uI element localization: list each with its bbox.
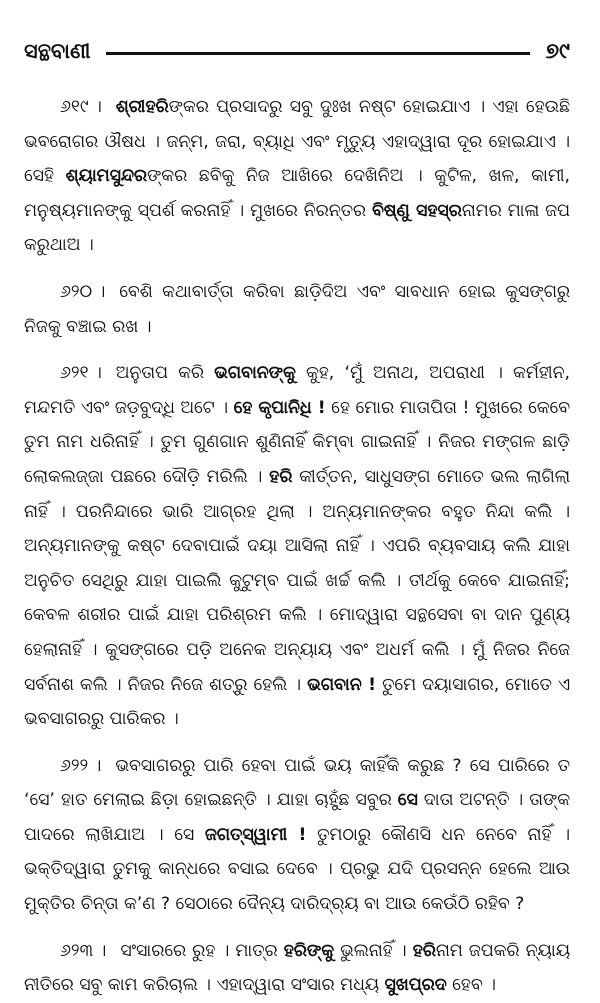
emphasized-text: ଶ୍ରୀହରି — [115, 97, 169, 117]
emphasized-text: ଶ୍ୟାମସୁନ୍ଦର — [65, 166, 147, 187]
verse-text: ନାମର ମାଳା ଜପ କରୁଥାଅ । — [24, 200, 570, 256]
verse-text: ଙ୍କର ପ୍ରସାଦରୁ ସବୁ ଦୁଃଖ ନଷ୍ଟ ହୋଇଯାଏ । ଏହା ହେଉଛି ଭବରୋଗର ଔଷଧ । ଜନ୍ମ, ଜରା, ବ୍ୟାଧି ଏବଂ ମୃତ୍ୟୁ ଏହାଦ୍ୱାରା ଦୂର ହୋଇଯାଏ । ସେହି — [24, 97, 570, 187]
verse-text: ତୁମଠାରୁ କୌଣସି ଧନ ନେବେ ନାହିଁ । ଭକ୍ତିଦ୍ୱାରା ତୁମକୁ କାନ୍ଧରେ ବସାଇ ଦେବେ । ପ୍ରଭୁ ଯଦି ପ୍ରସନ୍ନ ହେଲେ ଆଉ ମୁକ୍ତିର ଚିନ୍ତା କ’ଣ ? ସେଠାରେ ଦୈନ୍ୟ ଦାରିଦ୍ର୍ୟ ବା ଆଉ କେଉଁଠି ରହିବ ? — [24, 824, 570, 915]
verse-paragraph — [24, 275, 570, 344]
verse-paragraph — [24, 356, 570, 737]
verse-number: ୬୨୩ । — [60, 940, 107, 961]
running-header — [24, 30, 570, 64]
verse-text: ସଂସାରରେ ରୁହ । ମାତ୍ର — [120, 940, 284, 961]
verse-text: ହେବ । — [446, 975, 496, 996]
page-body — [24, 90, 570, 1003]
verse-paragraph — [24, 934, 570, 1003]
verse-number: ୬୨୨ । — [60, 755, 102, 776]
verse-paragraph — [24, 749, 570, 922]
emphasized-text: ଭଗବାନ ! — [307, 674, 377, 695]
verse-number: ୬୨୧ । — [60, 363, 102, 384]
verse-text: ନାମ ଜପକରି ନ୍ୟାୟ ନୀତିରେ ସବୁ କାମ କରିଚାଲ । ଏହାଦ୍ୱାରା ସଂସାର ମଧ୍ୟ — [24, 940, 570, 996]
verse-text: ହେ ମୋର ମାତାପିତା ! ମୁଖରେ କେବେ ତୁମ ନାମ ଧରିନାହିଁ । ତୁମ ଗୁଣଗାନ ଶୁଣିନାହିଁ କିମ୍ବା ଗାଇନାହିଁ । ନିଜର ମଙ୍ଗଳ ଛାଡ଼ି ଲୋକଲଜ୍ଜା ପଛରେ ଦୌଡ଼ି ମରିଲି । — [24, 397, 571, 487]
verse-text: ଙ୍କର ଛବିକୁ ନିଜ ଆଖିରେ ଦେଖିନିଅ । କୁଟିଳ, ଖଳ, କାମୀ, ମନୁଷ୍ୟମାନଙ୍କୁ ସ୍ପର୍ଶ କରନାହିଁ । ମୁଖରେ ନିରନ୍ତର — [24, 166, 571, 221]
emphasized-text: ହରି — [269, 466, 293, 487]
emphasized-text: ଜଗତ୍‌ସ୍ୱାମୀ ! — [204, 824, 307, 845]
verse-text: କୀର୍ତ୍ତନ, ସାଧୁସଙ୍ଗ ମୋତେ ଭଲ ଲାଗିଲା ନାହିଁ । ପରନିନ୍ଦାରେ ଭାରି ଆଗ୍ରହ ଥିଲା । ଅନ୍ୟମାନଙ୍କର ବହୁତ ନିନ୍ଦା କଲି । ଅନ୍ୟମାନଙ୍କୁ କଷ୍ଟ ଦେବାପାଇଁ ଦୟା ଆସିଲା ନାହିଁ । ଏପରି ବ୍ୟବସାୟ କଲି ଯାହା ଅନୁଚିତ ସେଥିରୁ ଯାହା ପାଇଲି କୁଟୁମ୍ବ ପାଇଁ ଖର୍ଚ୍ଚ କଲି । ତୀର୍ଥକୁ କେବେ ଯାଇନାହିଁ; କେବଳ ଶରୀର ପାଇଁ ଯାହା ପରିଶ୍ରମ କଲି । ମୋଦ୍ୱାରା ସନ୍ଥସେବା ବା ଦାନ ପୁଣ୍ୟ ହେଲାନାହିଁ । କୁସଙ୍ଗରେ ପଡ଼ି ଅନେକ ଅନ୍ୟାୟ ଏବଂ ଅଧର୍ମ କଲି । ମୁଁ ନିଜର ନିଜେ ସର୍ବନାଶ କଲି । ନିଜର ନିଜେ ଶତ୍ରୁ ହେଲି । — [24, 466, 570, 695]
verse-paragraph — [24, 90, 570, 263]
verse-text: ଭବସାଗରରୁ ପାରି ହେବା ପାଇଁ ଭୟ କାହିଁକି କରୁଛ ? ସେ ପାରିରେ ତ ‘ସେ’ ହାତ ମେଲାଇ ଛିଡ଼ା ହୋଇଛନ୍ତି । ଯାହା ଚାହୁଁଛ ସବୁର — [24, 755, 570, 811]
emphasized-text: ହରି — [412, 940, 436, 961]
verse-text: ତୁମେ ଦୟାସାଗର, ମୋତେ ଏ ଭବସାଗରରୁ ପାରିକର । — [24, 674, 570, 730]
verse-text: ଅନୁତାପ କରି — [115, 363, 215, 384]
verse-text: ବେଶି କଥାବାର୍ତ୍ତା କରିବା ଛାଡ଼ିଦିଅ ଏବଂ ସାବଧାନ ହୋଇ କୁସଙ୍ଗରୁ ନିଜକୁ ବଞ୍ଚାଇ ରଖ । — [24, 281, 570, 337]
verse-number: ୬୨୦ । — [60, 281, 106, 302]
verse-text: ଦାତା ଅଟନ୍ତି । ତାଙ୍କ ପାଦରେ ଲାଖିଯାଅ । ସେ — [24, 790, 570, 845]
verse-number: ୬୧୯ । — [60, 97, 102, 117]
emphasized-text: ହରିଙ୍କୁ — [283, 940, 334, 961]
book-title: ସନ୍ଥବାଣୀ — [24, 39, 91, 63]
page-number: ୭୯ — [545, 39, 570, 64]
verse-text: ଭୁଲନାହିଁ । — [334, 940, 413, 961]
emphasized-text: ସେ — [397, 790, 418, 811]
emphasized-text: ସୁଖପ୍ରଦ — [384, 975, 447, 996]
emphasized-text: ବିଷ୍ଣୁ ସହସ୍ର — [371, 200, 462, 221]
header-rule — [106, 52, 529, 55]
emphasized-text: ଭଗବାନଙ୍କୁ — [214, 363, 296, 384]
verse-text: କୁହ, ‘ମୁଁ ଅନାଥ, ଅପରାଧୀ । କର୍ମହୀନ, ମନ୍ଦମତି ଏବଂ ଜଡ଼ବୁଦ୍ଧି ଅଟେ । — [24, 363, 570, 418]
emphasized-text: ହେ କୃପାନିଧି ! — [233, 397, 326, 418]
